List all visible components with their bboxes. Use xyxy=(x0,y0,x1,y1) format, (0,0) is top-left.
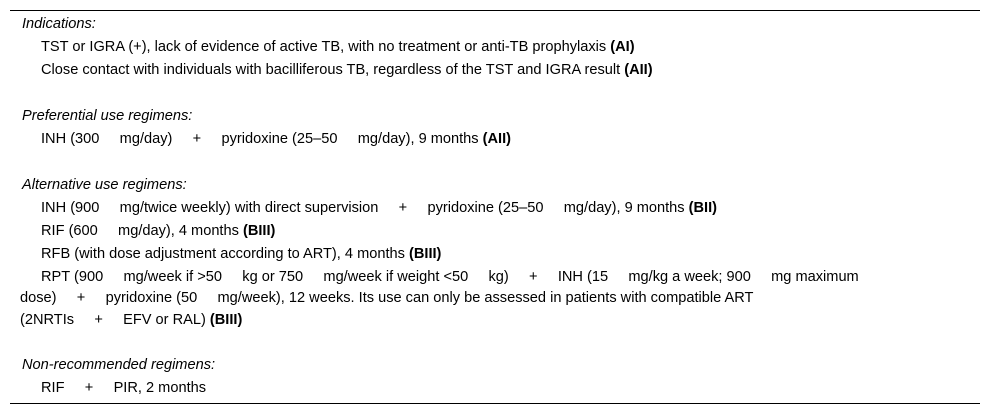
evidence-grade: (AII) xyxy=(482,131,512,147)
item-text: (2NRTIs + EFV or RAL) xyxy=(20,312,210,328)
list-item xyxy=(41,378,206,398)
list-item xyxy=(41,244,441,264)
evidence-grade: (AI) xyxy=(610,39,635,55)
item-text: INH (900 mg/twice weekly) with direct supervision + pyridoxine (25–50 mg/day), 9 months xyxy=(41,200,689,216)
item-text: Close contact with individuals with bacilliferous TB, regardless of the TST and IGRA result xyxy=(41,62,625,78)
evidence-grade: (BII) xyxy=(688,200,718,216)
list-item xyxy=(41,129,511,149)
item-text: RIF (600 mg/day), 4 months xyxy=(41,223,243,239)
item-text: RFB (with dose adjustment according to ART), 4 months xyxy=(41,246,409,262)
item-text: TST or IGRA (+), lack of evidence of active TB, with no treatment or anti-TB prophylaxis xyxy=(41,39,611,55)
list-item-line-1: RPT (900 mg/week if >50 kg or 750 mg/week if weight <50 kg) + INH (15 mg/kg a week; 900 mg maximum xyxy=(41,269,859,285)
item-text: INH (300 mg/day) + pyridoxine (25–50 mg/day), 9 months xyxy=(41,131,483,147)
section-heading-alternative: Alternative use regimens: xyxy=(22,177,187,193)
list-item-line-2: dose) + pyridoxine (50 mg/week), 12 weeks. Its use can only be assessed in patients with compatible ART xyxy=(20,290,754,306)
section-heading-indications: Indications: xyxy=(22,16,96,32)
evidence-grade: (BIII) xyxy=(242,223,276,239)
list-item xyxy=(41,221,275,241)
list-item-line-3 xyxy=(20,310,242,330)
evidence-grade: (BIII) xyxy=(408,246,442,262)
list-item xyxy=(41,198,717,218)
evidence-grade: (AII) xyxy=(624,62,653,78)
section-heading-preferential: Preferential use regimens: xyxy=(22,108,193,124)
list-item xyxy=(41,37,635,57)
item-text: RIF + PIR, 2 months xyxy=(41,380,207,396)
recommendations-table xyxy=(10,10,980,404)
evidence-grade: (BIII) xyxy=(209,312,243,328)
section-heading-non-recommended: Non-recommended regimens: xyxy=(22,357,216,373)
list-item xyxy=(41,60,653,80)
